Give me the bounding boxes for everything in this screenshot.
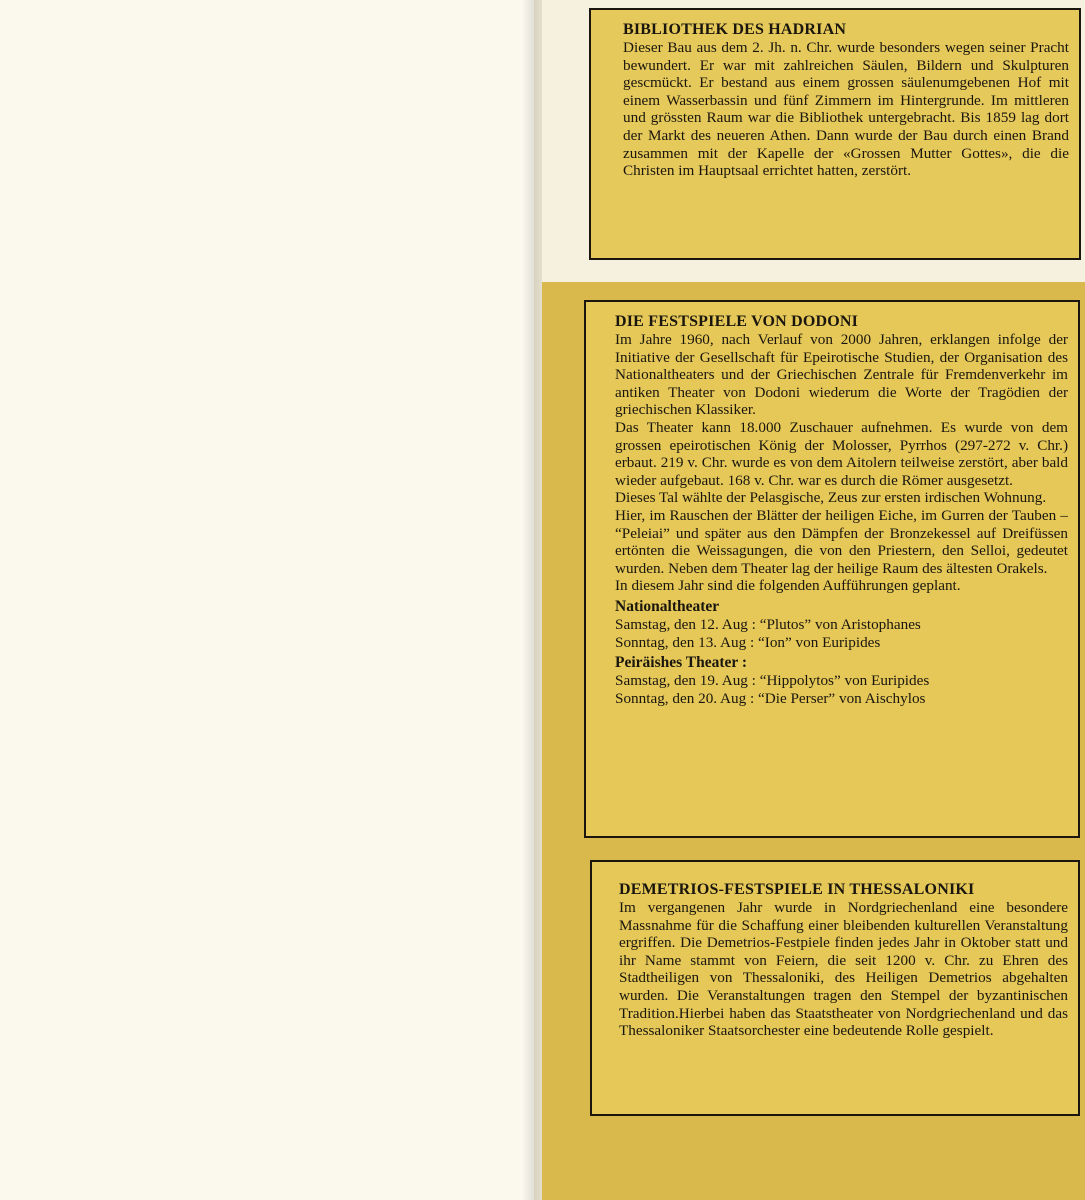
dodoni-paragraph-2: Das Theater kann 18.000 Zuschauer aufnehmen. Es wurde von dem grossen epeirotischen König der Molosser, Pyrrhos (297-272 v. Chr.) erbaut. 219 v. Chr. wurde es von dem Aitolern teilweise zerstört, aber bald wieder aufgebaut. 168 v. Chr. war es durch die Römer ausgesetzt. [615, 418, 1068, 489]
hadrian-title: BIBLIOTHEK DES HADRIAN [623, 21, 847, 38]
performance-row [615, 672, 1068, 690]
performance-play: “Die Perser” von Aischylos [754, 689, 926, 707]
dodoni-paragraph-4: Hier, im Rauschen der Blätter der heiligen Eiche, im Gurren der Tauben – “Peleiai” und später aus den Dämpfen der Bronzekessel auf Dreifüssen ertönten die Weissagungen, die von den Priestern, den Selloi, gedeutet wurden. Neben dem Theater lag der heilige Raum des ältesten Orakels. [615, 506, 1068, 577]
dodoni-paragraph-1: Im Jahre 1960, nach Verlauf von 2000 Jahren, erklangen infolge der Initiative der Gesellschaft für Epeirotische Studien, der Organisation des Nationaltheaters und der Griechischen Zentrale für Fremdenverkehr im antiken Theater von Dodoni wiederum die Worte der Tragödien der griechischen Klassiker. [615, 331, 1068, 419]
performance-date: Samstag, den 12. Aug : [615, 615, 756, 633]
dodoni-title: DIE FESTSPIELE VON DODONI [615, 313, 859, 330]
dodoni-paragraph-5: In diesem Jahr sind die folgenden Aufführungen geplant. [615, 577, 961, 595]
dodoni-paragraph-3: Dieses Tal wählte der Pelasgische, Zeus zur ersten irdischen Wohnung. [615, 489, 1047, 507]
hadrian-text: Dieser Bau aus dem 2. Jh. n. Chr. wurde besonders wegen seiner Pracht bewundert. Er war mit zahlreichen Säulen, Bildern und Skulpturen gescmückt. Er bestand aus einem grossen säulenumgebenen Hof mit einem Wasserbassin und fünf Zimmern im Hintergrunde. Im mittleren und grössten Raum war die Bibliothek untergebracht. Bis 1859 lag dort der Markt des neueren Athen. Dann wurde der Bau durch einen Brand zusammen mit der Kapelle der «Grossen Mutter Gottes», die die Christen im Hauptsaal errichtet hatten, zerstört. [623, 39, 1069, 180]
right-page [542, 0, 1085, 1200]
performance-row [615, 690, 1068, 708]
dodoni-festival-box [584, 300, 1080, 838]
performance-date: Sonntag, den 20. Aug : [615, 689, 755, 707]
peiraeus-theater-heading: Peiräishes Theater : [615, 654, 748, 672]
hadrian-library-box [589, 8, 1081, 260]
demetrios-festival-box [590, 860, 1080, 1116]
demetrios-title: DEMETRIOS-FESTSPIELE IN THESSALONIKI [619, 881, 975, 898]
performance-play: “Hippolytos” von Euripides [755, 672, 930, 690]
performance-date: Sonntag, den 13. Aug : [615, 633, 755, 651]
performance-date: Samstag, den 19. Aug : [615, 672, 756, 690]
performance-play: “Ion” von Euripides [754, 633, 881, 651]
performance-row [615, 634, 1068, 652]
demetrios-text: Im vergangenen Jahr wurde in Nordgriechenland eine besondere Massnahme für die Schaffung einer bleibenden kulturellen Veranstaltung ergriffen. Die Demetrios-Festpiele finden jedes Jahr in Oktober statt und ihr Name stammt von Feiern, die seit 1200 v. Chr. zu Ehren des Stadtheiligen von Thessaloniki, des Heiligen Demetrios abgehalten wurden. Die Veranstaltungen tragen den Stempel der byzantinischen Tradition.Hierbei haben das Staatstheater von Nordgriechenland und das Thessaloniker Staatsorchester eine bedeutende Rolle gespielt. [619, 899, 1068, 1040]
left-page-blank [0, 0, 534, 1200]
national-theater-heading: Nationaltheater [615, 597, 720, 615]
performance-row [615, 616, 1068, 634]
performance-play: “Plutos” von Aristophanes [755, 615, 921, 633]
